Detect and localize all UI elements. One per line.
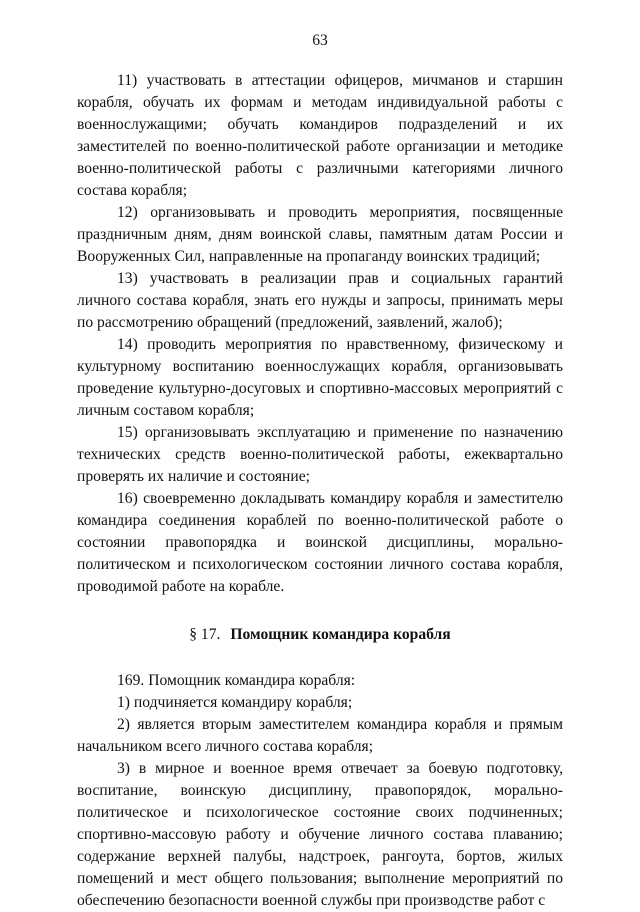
paragraph-item-2: 2) является вторым заместителем командира корабля и прямым начальником всего личного состава корабля;	[77, 716, 563, 755]
section-title: Помощник командира корабля	[230, 626, 451, 643]
page-body	[77, 70, 563, 912]
paragraph-item-15: 15) организовывать эксплуатацию и применение по назначению технических средств военно-политической работы, ежеквартально проверять их наличие и состояние;	[77, 424, 563, 485]
paragraph-item-1: 1) подчиняется командиру корабля;	[117, 694, 353, 711]
paragraph-item-14: 14) проводить мероприятия по нравственному, физическому и культурному воспитанию военнослужащих корабля, организовывать проведение культурно-досуговых и спортивно-массовых мероприятий с личным составом корабля;	[77, 336, 563, 419]
section-heading	[77, 624, 563, 646]
paragraph-item-11: 11) участвовать в аттестации офицеров, мичманов и старшин корабля, обучать их формам и методам индивидуальной работы с военнослужащими; обучать командиров подразделений и их заместителей по военно-политической работе организации и методике военно-политической работы с различными категориями личного состава корабля;	[77, 72, 563, 199]
page-number: 63	[312, 32, 328, 49]
paragraph-item-12: 12) организовывать и проводить мероприятия, посвященные праздничным дням, дням воинской славы, памятным датам России и Вооруженных Сил, направленные на пропаганду воинских традиций;	[77, 204, 563, 265]
section-number: § 17.	[189, 626, 221, 643]
paragraph-item-16: 16) своевременно докладывать командиру корабля и заместителю командира соединения кораблей по военно-политической работе о состоянии правопорядка и воинской дисциплины, морально-политическом и психологическом состоянии личного состава корабля, проводимой работе на корабле.	[77, 490, 563, 595]
paragraph-item-3: 3) в мирное и военное время отвечает за боевую подготовку, воспитание, воинскую дисциплину, правопорядок, морально-политическое и психологическое состояние своих подчиненных; спортивно-массовую работу и обучение личного состава плаванию; содержание верхней палубы, надстроек, рангоута, бортов, жилых помещений и мест общего пользования; выполнение мероприятий по обеспечению безопасности военной службы при производстве работ с	[77, 760, 563, 909]
article-169-intro: 169. Помощник командира корабля:	[117, 672, 356, 689]
paragraph-item-13: 13) участвовать в реализации прав и социальных гарантий личного состава корабля, знать его нужды и запросы, принимать меры по рассмотрению обращений (предложений, заявлений, жалоб);	[77, 270, 563, 331]
